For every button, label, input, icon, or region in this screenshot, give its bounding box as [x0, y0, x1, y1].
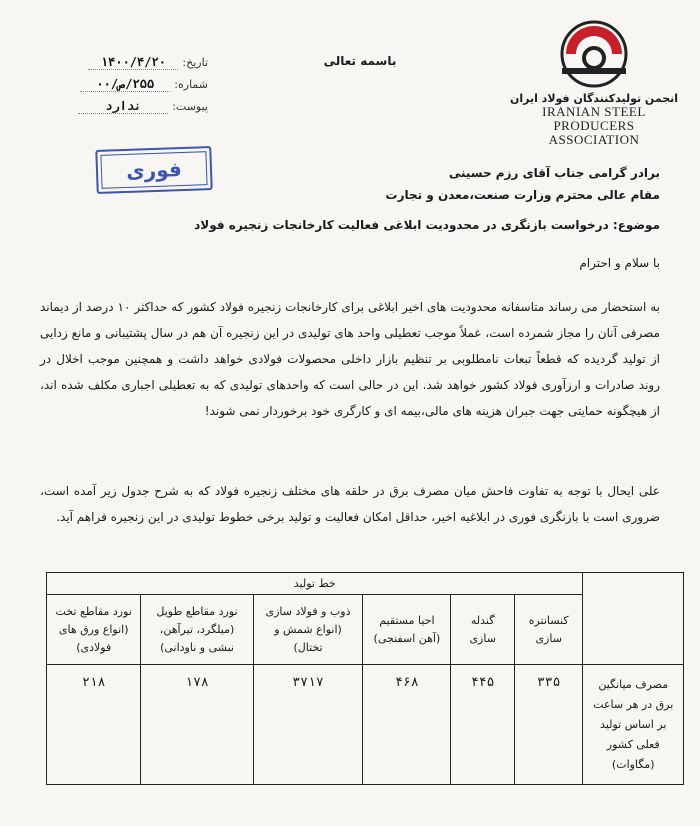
attachment-row	[28, 99, 208, 121]
column-header: نورد مقاطع طویل (میلگرد، تیرآهن، نبشی و ناودانی)	[141, 595, 253, 665]
number-label: شماره:	[174, 78, 208, 91]
column-header: گندله سازی	[451, 595, 514, 665]
table-cell-value: ۱۷۸	[141, 665, 253, 785]
table-cell-value: ۲۱۸	[47, 665, 141, 785]
table-cell-value: ۳۳۵	[514, 665, 583, 785]
table-cell-value: ۴۶۸	[363, 665, 451, 785]
column-header: احیا مستقیم (آهن اسفنجی)	[363, 595, 451, 665]
number-value: ۲۵۵/ص/۰۰	[80, 77, 170, 92]
table-cell-value: ۳۷۱۷	[253, 665, 363, 785]
urgent-stamp: فوری	[95, 146, 212, 194]
letter-greeting: با سلام و احترام	[579, 256, 660, 270]
number-row	[28, 77, 208, 99]
addressee-line1: برادر گرامی جناب آقای رزم حسینی	[448, 166, 660, 180]
column-header: ذوب و فولاد سازی (انواع شمش و تختال)	[253, 595, 363, 665]
org-name-en-line2: PRODUCERS ASSOCIATION	[548, 118, 640, 147]
attachment-label: پیوست:	[172, 100, 208, 113]
date-label: تاریخ:	[182, 56, 208, 69]
addressee-block	[200, 162, 660, 206]
group-header-production-line: خط تولید	[47, 573, 583, 595]
addressee-line2: مقام عالی محترم وزارت صنعت،معدن و تجارت	[385, 188, 660, 202]
org-name-fa: انجمن تولیدکنندگان فولاد ایران	[509, 92, 679, 105]
power-consumption-table	[46, 572, 684, 785]
column-header: نورد مقاطع تخت (انواع ورق های فولادی)	[47, 595, 141, 665]
org-logo	[508, 18, 680, 147]
date-value: ۱۴۰۰/۴/۲۰	[88, 55, 178, 70]
row-label-power-consumption: مصرف میانگین برق در هر ساعت بر اساس تولید فعلی کشور (مگاوات)	[583, 665, 684, 785]
body-paragraph-2: علی ایحال با توجه به تفاوت فاحش میان مصرف برق در حلقه های مختلف زنجیره فولاد که به شرح جدول زیر آمده است، ضروری است با بازنگری فوری در ابلاغیه اخیر، حداقل امکان فعالیت و تولید برخی خطوط تولیدی در این زنجیره فراهم آید.	[40, 484, 660, 524]
attachment-value: ندارد	[78, 99, 168, 114]
table-row	[47, 665, 684, 785]
table-corner-cell	[583, 573, 684, 665]
column-header: کنسانتره سازی	[514, 595, 583, 665]
table-group-header-row	[47, 573, 684, 595]
date-row	[28, 55, 208, 77]
letter-meta	[28, 55, 208, 121]
body-paragraph-1: به استحضار می رساند متاسفانه محدودیت های اخیر ابلاغی برای کارخانجات زنجیره فولاد کشور که حداکثر ۱۰ درصد از دیماند مصرفی آنان را مجاز شمرده است، عملاً موجب تعطیلی واحد های تولیدی در این زنجیره آن هم در سال پشتیبانی و مانع زدایی از تولید گردیده که قطعاً تبعات نامطلوبی بر تنظیم بازار داخلی محصولات فولادی خواهد داشت و همچنین موجب اخلال در روند صادرات و ارزآوری فولاد کشور خواهد شد. این در حالی است که واحدهای تولیدی که به تعطیلی اجباری مکلف شده اند، از هیچگونه حمایتی جهت جبران هزینه های مالی،بیمه ای و کارگری خود برخوردار نمی شوند!	[40, 300, 661, 418]
letter-subject: موضوع: درخواست بازنگری در محدودیت ابلاغی فعالیت کارخانجات زنجیره فولاد	[194, 218, 660, 232]
table-cell-value: ۴۴۵	[451, 665, 514, 785]
bismillah-heading: باسمه تعالی	[323, 54, 397, 68]
org-name-en-line1: IRANIAN STEEL	[542, 104, 646, 119]
steel-association-logo-icon	[554, 18, 634, 90]
